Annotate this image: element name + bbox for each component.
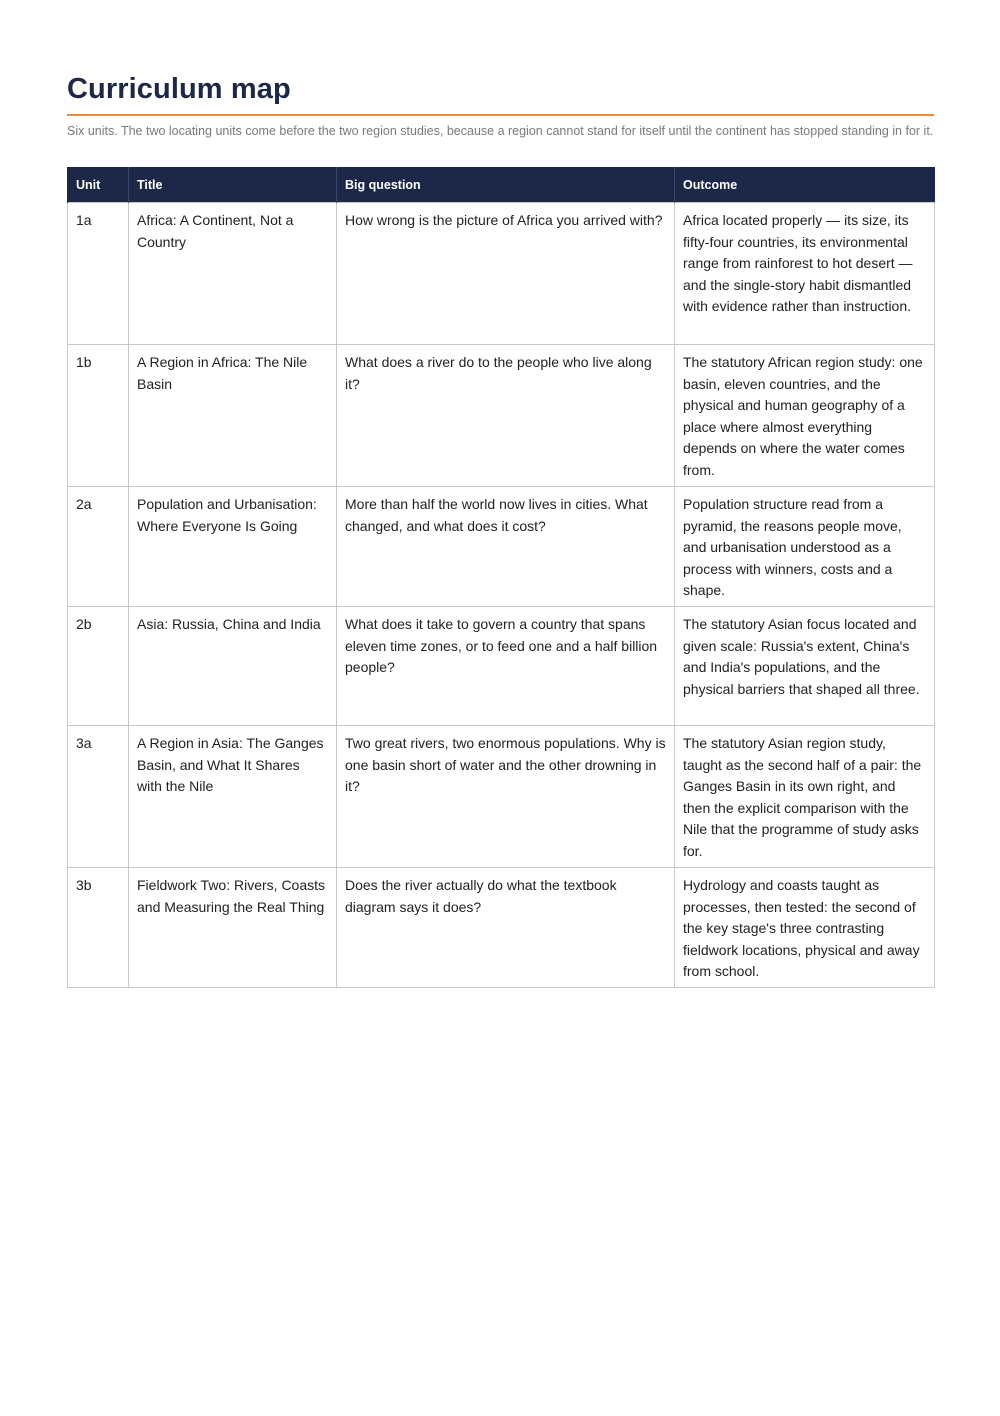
cell-outcome: The statutory Asian region study, taught as the second half of a pair: the Ganges Basin in its own right, and then the explicit comparison with the Nile that the programme of study asks for. (675, 726, 935, 868)
cell-outcome: Africa located properly — its size, its fifty-four countries, its environmental range from rainforest to hot desert — and the single-story habit dismantled with evidence rather than instruction. (675, 203, 935, 345)
cell-unit: 3a (68, 726, 129, 868)
cell-big-question: Does the river actually do what the textbook diagram says it does? (337, 868, 675, 988)
table-row (68, 607, 935, 726)
cell-title: A Region in Africa: The Nile Basin (129, 345, 337, 487)
header-outcome: Outcome (675, 167, 935, 203)
cell-title: Fieldwork Two: Rivers, Coasts and Measuring the Real Thing (129, 868, 337, 988)
curriculum-table (67, 167, 935, 988)
cell-unit: 1b (68, 345, 129, 487)
cell-unit: 1a (68, 203, 129, 345)
table-row (68, 487, 935, 607)
cell-unit: 2a (68, 487, 129, 607)
cell-big-question: More than half the world now lives in cities. What changed, and what does it cost? (337, 487, 675, 607)
cell-unit: 2b (68, 607, 129, 726)
table-row (68, 345, 935, 487)
table-row (68, 868, 935, 988)
cell-title: A Region in Asia: The Ganges Basin, and What It Shares with the Nile (129, 726, 337, 868)
cell-outcome: The statutory Asian focus located and given scale: Russia's extent, China's and India's populations, and the physical barriers that shaped all three. (675, 607, 935, 726)
header-unit: Unit (68, 167, 129, 203)
header-title: Title (129, 167, 337, 203)
page-title: Curriculum map (67, 73, 291, 105)
cell-big-question: What does a river do to the people who live along it? (337, 345, 675, 487)
header-big-question: Big question (337, 167, 675, 203)
cell-outcome: The statutory African region study: one basin, eleven countries, and the physical and human geography of a place where almost everything depends on where the water comes from. (675, 345, 935, 487)
cell-title: Asia: Russia, China and India (129, 607, 337, 726)
intro-text: Six units. The two locating units come before the two region studies, because a region cannot stand for itself until the continent has stopped standing in for it. (67, 124, 934, 138)
cell-big-question: Two great rivers, two enormous populations. Why is one basin short of water and the other drowning in it? (337, 726, 675, 868)
cell-title: Africa: A Continent, Not a Country (129, 203, 337, 345)
cell-title: Population and Urbanisation: Where Everyone Is Going (129, 487, 337, 607)
table-row (68, 726, 935, 868)
title-underline (67, 114, 934, 116)
cell-outcome: Population structure read from a pyramid, the reasons people move, and urbanisation understood as a process with winners, costs and a shape. (675, 487, 935, 607)
cell-big-question: How wrong is the picture of Africa you arrived with? (337, 203, 675, 345)
cell-big-question: What does it take to govern a country that spans eleven time zones, or to feed one and a half billion people? (337, 607, 675, 726)
cell-outcome: Hydrology and coasts taught as processes, then tested: the second of the key stage's three contrasting fieldwork locations, physical and away from school. (675, 868, 935, 988)
cell-unit: 3b (68, 868, 129, 988)
document-page (67, 70, 934, 988)
table-row (68, 203, 935, 345)
table-header-row (68, 167, 935, 203)
